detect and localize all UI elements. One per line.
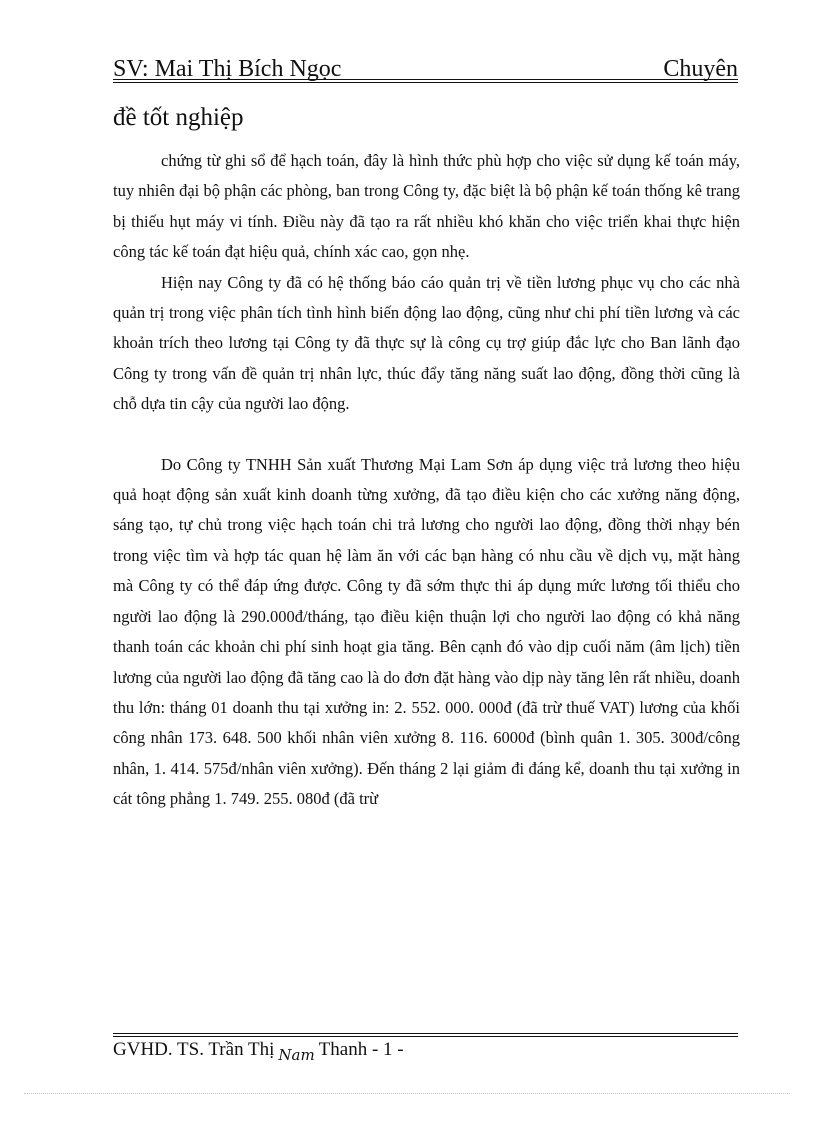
paragraph-1: chứng từ ghi sổ để hạch toán, đây là hình thức phù hợp cho việc sử dụng kế toán máy, tuy nhiên đại bộ phận các phòng, ban trong Công ty, đặc biệt là bộ phận kế toán thống kê trang bị thiếu hụt máy vi tính. Điều này đã tạo ra rất nhiều khó khăn cho việc triển khai thực hiện công tác kế toán đạt hiệu quả, chính xác cao, gọn nhẹ.: [113, 151, 740, 262]
supervisor-suffix: Thanh: [318, 1039, 368, 1060]
student-name: SV: Mai Thị Bích Ngọc: [113, 56, 342, 82]
document-body: [113, 146, 740, 815]
supervisor-prefix: GVHD. TS. Trần Thị: [113, 1039, 275, 1060]
page-edge-line: [24, 1093, 790, 1094]
header-continuation: đề tốt nghiệp: [113, 104, 244, 131]
paragraph-2: Hiện nay Công ty đã có hệ thống báo cáo quản trị về tiền lương phục vụ cho các nhà quản trị trong việc phân tích tình hình biến động lao động, cũng như chi phí tiền lương và các khoản trích theo lương tại Công ty đã thực sự là công cụ trợ giúp đắc lực cho Ban lãnh đạo Công ty trong vấn đề quản trị nhân lực, thúc đẩy tăng năng suất lao động, đồng thời cũng là chỗ dựa tin cậy của người lao động.: [113, 272, 740, 414]
supervisor-script-name: Nam: [278, 1046, 315, 1064]
page-footer: [113, 1037, 404, 1063]
page-number: - 1 -: [371, 1039, 404, 1060]
header-chuyen: Chuyên: [663, 56, 738, 82]
paragraph-3: Do Công ty TNHH Sản xuất Thương Mại Lam Sơn áp dụng việc trả lương theo hiệu quả hoạt động sản xuất kinh doanh từng xưởng, đã tạo điều kiện cho các xưởng năng động, sáng tạo, tự chủ trong việc hạch toán chi trả lương cho người lao động, đồng thời nhạy bén trong việc tìm và hợp tác quan hệ làm ăn với các bạn hàng có nhu cầu về dịch vụ, mặt hàng mà Công ty có thể đáp ứng được. Công ty đã sớm thực thi áp dụng mức lương tối thiểu cho người lao động là 290.000đ/tháng, tạo điều kiện thuận lợi cho người lao động có khả năng thanh toán các khoản chi phí sinh hoạt gia tăng. Bên cạnh đó vào dịp cuối năm (âm lịch) tiền lương của người lao động đã tăng cao là do đơn đặt hàng vào dịp này tăng lên rất nhiều, doanh thu lớn: tháng 01 doanh thu tại xưởng in: 2. 552. 000. 000đ (đã trừ thuế VAT) lương của khối công nhân 173. 648. 500 khối nhân viên xưởng 8. 116. 6000đ (bình quân 1. 305. 300đ/công nhân, 1. 414. 575đ/nhân viên xưởng). Đến tháng 2 lại giảm đi đáng kể, doanh thu tại xưởng in cát tông phẳng 1. 749. 255. 080đ (đã trừ: [113, 454, 740, 809]
header-rule: [113, 79, 738, 83]
